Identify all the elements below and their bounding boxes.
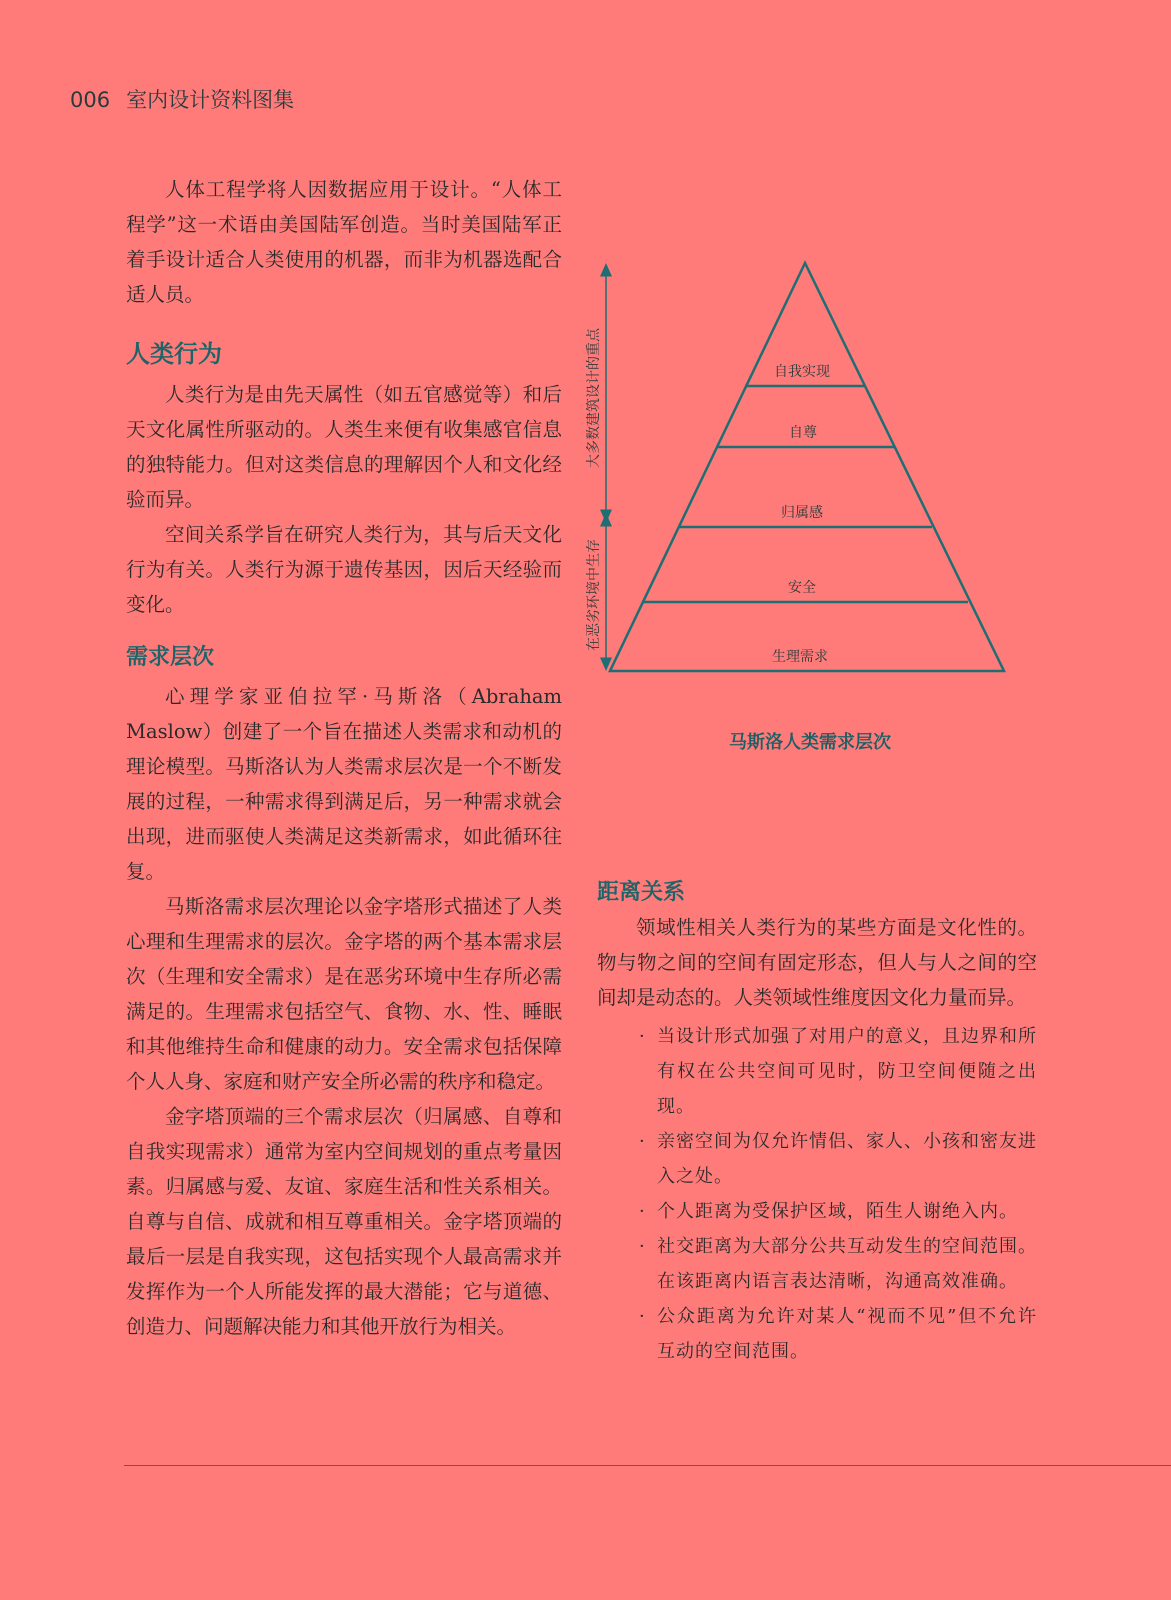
maslow-pyramid-figure — [586, 255, 1030, 755]
tier-label-belonging: 归属感 — [781, 505, 823, 521]
bullet-dot: · — [639, 1201, 646, 1222]
bullet-dot: · — [639, 1236, 646, 1257]
bullet-dot: · — [639, 1306, 646, 1327]
hierarchy-paragraph-3: 金字塔顶端的三个需求层次（归属感、自尊和自我实现需求）通常为室内空间规划的重点考量因素。归属感与爱、友谊、家庭生活和性关系相关。自尊与自信、成就和相互尊重相关。金字塔顶端的最后一层是自我实现，这包括实现个人最高需求并发挥作为一个人所能发挥的最大潜能；它与道德、创造力、问题解决能力和其他开放行为相关。 — [126, 1105, 562, 1338]
left-column — [126, 172, 562, 1344]
list-item: · 当设计形式加强了对用户的意义，且边界和所有权在公共空间可见时，防卫空间便随之出现。 — [639, 1019, 1037, 1124]
human-behavior-paragraph-1: 人类行为是由先天属性（如五官感觉等）和后天文化属性所驱动的。人类生来便有收集感官信息的独特能力。但对这类信息的理解因个人和文化经验而异。 — [126, 383, 562, 511]
pyramid-outline — [610, 263, 1004, 671]
human-behavior-paragraph-2: 空间关系学旨在研究人类行为，其与后天文化行为有关。人类行为源于遗传基因，因后天经验而变化。 — [126, 523, 562, 616]
tier-label-self-actualization: 自我实现 — [774, 364, 830, 380]
tier-label-esteem: 自尊 — [789, 425, 817, 441]
arrow-label-survival: 在恶劣环境中生存 — [586, 539, 602, 651]
list-item: · 社交距离为大部分公共互动发生的空间范围。在该距离内语言表达清晰，沟通高效准确。 — [639, 1229, 1037, 1299]
figure-caption: 马斯洛人类需求层次 — [729, 732, 891, 753]
distance-bullet-list — [597, 1019, 1037, 1369]
intro-paragraph: 人体工程学将人因数据应用于设计。“人体工程学”这一术语由美国陆军创造。当时美国陆军正着手设计适合人类使用的机器，而非为机器选配合适人员。 — [126, 178, 562, 306]
right-column — [597, 875, 1037, 1369]
section-heading-distance: 距离关系 — [597, 880, 686, 905]
list-item: · 个人距离为受保护区域，陌生人谢绝入内。 — [639, 1194, 1037, 1229]
bullet-dot: · — [639, 1026, 646, 1047]
distance-paragraph: 领域性相关人类行为的某些方面是文化性的。物与物之间的空间有固定形态，但人与人之间的空间却是动态的。人类领域性维度因文化力量而异。 — [597, 916, 1037, 1009]
list-item: · 亲密空间为仅允许情侣、家人、小孩和密友进入之处。 — [639, 1124, 1037, 1194]
footer-rule — [124, 1465, 1171, 1466]
arrow-label-design-focus: 大多数建筑设计的重点 — [586, 328, 602, 468]
hierarchy-paragraph-2: 马斯洛需求层次理论以金字塔形式描述了人类心理和生理需求的层次。金字塔的两个基本需求层次（生理和安全需求）是在恶劣环境中生存所必需满足的。生理需求包括空气、食物、水、性、睡眠和其他维持生命和健康的动力。安全需求包括保障个人人身、家庭和财产安全所必需的秩序和稳定。 — [126, 895, 562, 1093]
section-heading-human-behavior: 人类行为 — [126, 340, 222, 368]
section-heading-hierarchy: 需求层次 — [126, 645, 215, 670]
pyramid-diagram — [586, 255, 1030, 725]
hierarchy-paragraph-1: 心理学家亚伯拉罕·马斯洛（Abraham Maslow）创建了一个旨在描述人类需求和动机的理论模型。马斯洛认为人类需求层次是一个不断发展的过程，一种需求得到满足后，另一种需求就会出现，进而驱使人类满足这类新需求，如此循环往复。 — [126, 685, 562, 883]
tier-label-safety: 安全 — [788, 580, 816, 596]
tier-label-physiological: 生理需求 — [772, 649, 828, 665]
bullet-dot: · — [639, 1131, 646, 1152]
book-title: 室内设计资料图集 — [126, 88, 295, 112]
page-number: 006 — [70, 88, 111, 112]
running-header — [70, 84, 294, 114]
list-item: · 公众距离为允许对某人“视而不见”但不允许互动的空间范围。 — [639, 1299, 1037, 1369]
